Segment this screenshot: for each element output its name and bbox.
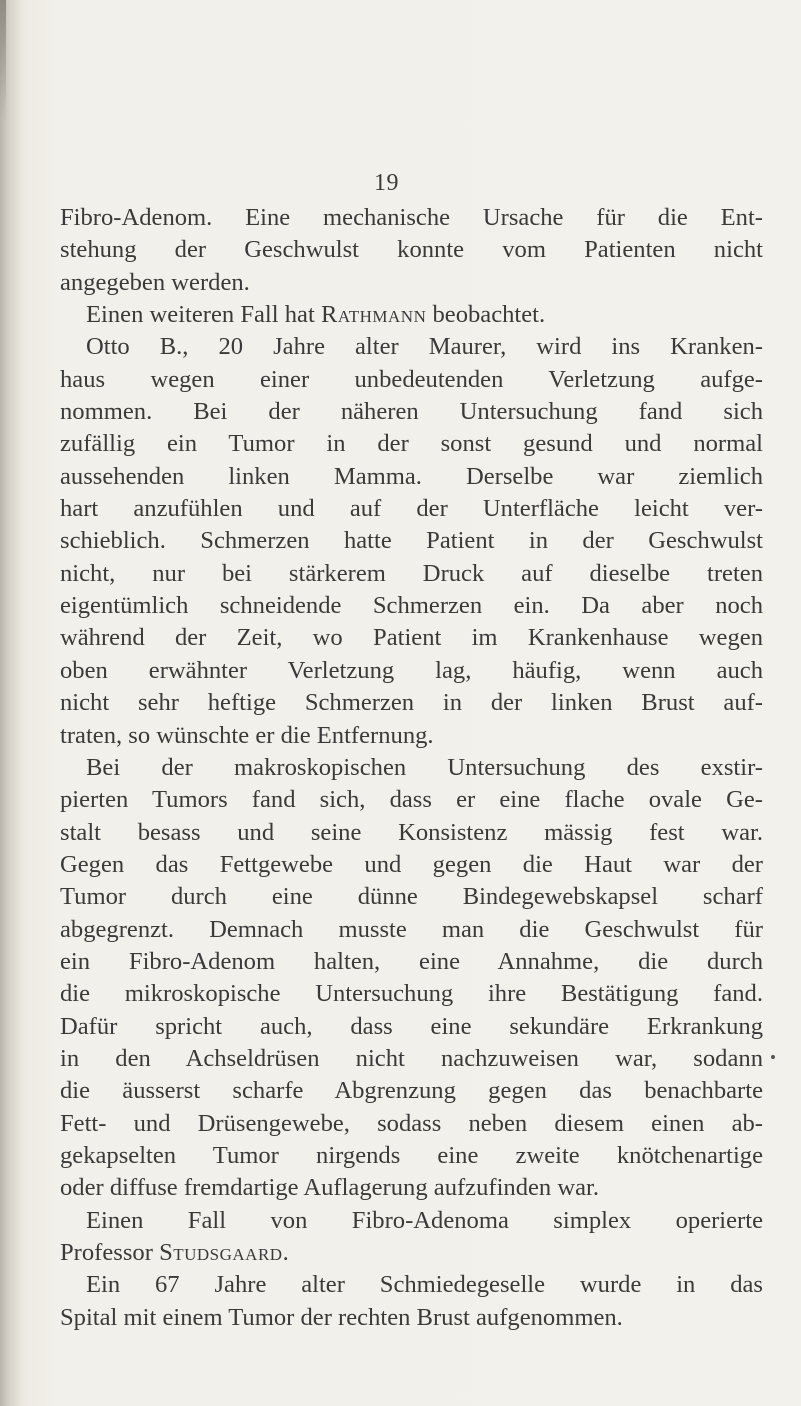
text-line: die mikroskopische Untersuchung ihre Bestätigung fand. [60, 980, 763, 1008]
text-line: Spital mit einem Tumor der rechten Brust aufgenommen. [60, 1303, 623, 1331]
text-line: Bei der makroskopischen Untersuchung des exstir- [86, 753, 763, 781]
text-line: nicht sehr heftige Schmerzen in der linken Brust auf- [60, 689, 763, 717]
text-line: schieblich. Schmerzen hatte Patient in der Geschwulst [60, 527, 763, 555]
binding-shadow [0, 0, 22, 1406]
text-line: eigentümlich schneidende Schmerzen ein. Da aber noch [60, 592, 763, 620]
text-line: Dafür spricht auch, dass eine sekundäre Erkrankung [60, 1012, 763, 1040]
text-line: während der Zeit, wo Patient im Krankenhause wegen [60, 624, 763, 652]
text-line: traten, so wünschte er die Entfernung. [60, 721, 434, 749]
page-number: 19 [374, 170, 399, 196]
paragraph-rathmann: Einen weiteren Fall hat Rathmann beobachtet. [86, 301, 546, 329]
text-line: nommen. Bei der näheren Untersuchung fand sich [60, 398, 763, 426]
text-line: Fett- und Drüsengewebe, sodass neben diesem einen ab- [60, 1109, 763, 1137]
text-line: stehung der Geschwulst konnte vom Patienten nicht [60, 236, 763, 264]
text-line: abgegrenzt. Demnach musste man die Geschwulst für [60, 915, 763, 943]
text-line: Gegen das Fettgewebe und gegen die Haut war der [60, 850, 763, 878]
paragraph-studsgaard: Professor Studsgaard. [60, 1239, 289, 1266]
text-line: stalt besass und seine Konsistenz mässig fest war. [60, 818, 763, 846]
text-line: nicht, nur bei stärkerem Druck auf dieselbe treten [60, 559, 763, 587]
text-line: oder diffuse fremdartige Auflagerung aufzufinden war. [60, 1174, 600, 1202]
text-line: Otto B., 20 Jahre alter Maurer, wird ins Kranken- [86, 333, 763, 361]
text-line: ein Fibro-Adenom halten, eine Annahme, die durch [60, 947, 763, 975]
text-line: die äusserst scharfe Abgrenzung gegen das benachbarte [60, 1077, 763, 1105]
text-line: angegeben werden. [60, 268, 250, 296]
author-name-rathmann: Rathmann [320, 301, 427, 329]
text-line: Einen Fall von Fibro-Adenoma simplex operierte [86, 1206, 763, 1234]
body-text [60, 202, 763, 1334]
text-line: zufällig ein Tumor in der sonst gesund und normal [60, 430, 763, 458]
text-line: Tumor durch eine dünne Bindegewebskapsel scharf [60, 883, 763, 911]
author-name-studsgaard: Studsgaard [159, 1239, 283, 1266]
text-line: hart anzufühlen und auf der Unterfläche leicht ver- [60, 495, 763, 523]
text-line: haus wegen einer unbedeutenden Verletzung aufge- [60, 365, 763, 393]
text-line: Ein 67 Jahre alter Schmiedegeselle wurde in das [86, 1271, 763, 1299]
text-line: oben erwähnter Verletzung lag, häufig, wenn auch [60, 656, 763, 684]
text-line: pierten Tumors fand sich, dass er eine flache ovale Ge- [60, 786, 763, 814]
text-line: in den Achseldrüsen nicht nachzuweisen war, sodann [60, 1044, 763, 1072]
text-line: gekapselten Tumor nirgends eine zweite knötchenartige [60, 1141, 763, 1169]
text-line: Fibro-Adenom. Eine mechanische Ursache für die Ent- [60, 204, 763, 231]
binding-edge [0, 0, 6, 120]
ink-speck [771, 1055, 775, 1059]
text-line: aussehenden linken Mamma. Derselbe war ziemlich [60, 462, 763, 490]
